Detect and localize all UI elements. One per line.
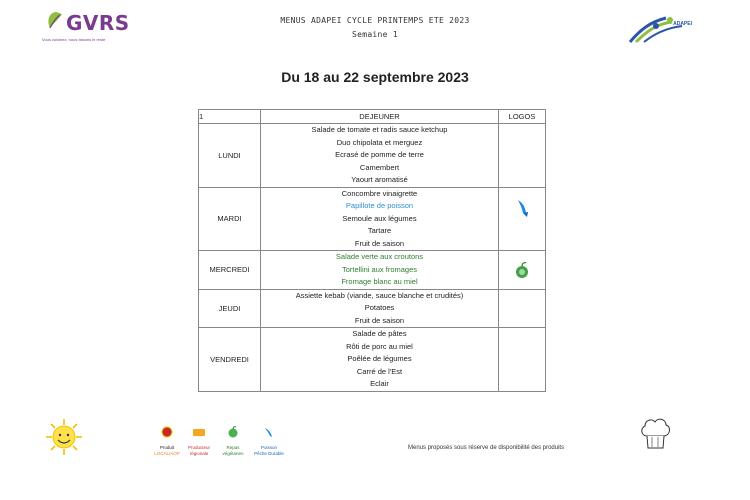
dish-item: Salade verte aux croutons [335, 252, 424, 261]
day-cell: LUNDI [199, 124, 261, 188]
dish-item: Poêlée de légumes [347, 354, 412, 363]
chef-hat-icon [638, 414, 672, 454]
dish-item: Assiette kebab (viande, sauce blanche et crudités) [295, 290, 464, 300]
dish-item: Camembert [359, 162, 400, 172]
brand-name: GVRS [66, 11, 130, 35]
legend-sustainable-fish [249, 425, 289, 456]
dish-item: Salade de pâtes [352, 329, 407, 338]
menu-table-body [199, 124, 546, 392]
logo-cell [499, 187, 546, 251]
table-row-mercredi [199, 251, 546, 290]
legend-label [213, 445, 253, 456]
brand-tagline: Vous cuisinez, nous faisons le reste [42, 37, 106, 42]
legend-vegetarian-meal [213, 425, 253, 456]
logo-cell [499, 289, 546, 328]
dish-item: Potatoes [364, 303, 395, 312]
legend-line: Produit [159, 445, 175, 450]
day-cell: JEUDI [199, 289, 261, 328]
week-number-header: 1 [199, 110, 261, 124]
day-cell: MERCREDI [199, 251, 261, 290]
fish-icon [515, 198, 529, 218]
legend-label [249, 445, 289, 456]
adapei-logo [626, 12, 698, 46]
dish-item: Tortellini aux fromages [341, 264, 418, 274]
dish-item: Ecrasé de pomme de terre [335, 150, 424, 159]
availability-footnote: Menus proposés sous réserve de disponibilité des produits [408, 445, 565, 451]
dish-item: Tartare [367, 226, 392, 235]
dish-item: Semoule aux légumes [342, 213, 417, 223]
dish-item: Concombre vinaigrette [341, 188, 418, 198]
dish-item: Eclair [370, 379, 389, 388]
dishes-cell [261, 328, 499, 392]
dish-item: Yaourt aromatisé [351, 175, 408, 184]
legend-line: LOCAL/AOP [154, 450, 180, 456]
legend-line: Poisson [260, 445, 277, 450]
sun-mascot-icon [44, 417, 84, 457]
dishes-cell [261, 251, 499, 290]
vegetarian-meal-icon [227, 426, 239, 438]
vegetarian-icon [514, 261, 530, 279]
regional-producer-icon [193, 426, 205, 438]
legend-line: végétarien [222, 450, 244, 456]
dishes-cell [261, 289, 499, 328]
logos-column-header: LOGOS [499, 110, 546, 124]
local-product-icon [161, 426, 173, 438]
dish-item: Rôti de porc au miel [346, 341, 413, 351]
day-cell: MARDI [199, 187, 261, 251]
date-range-title: Du 18 au 22 septembre 2023 [281, 69, 469, 85]
adapei-logo-text: ADAPEI [673, 21, 692, 27]
logo-cell [499, 251, 546, 290]
week-title: Semaine 1 [351, 30, 399, 39]
table-row-lundi [199, 124, 546, 188]
lunch-column-header: DEJEUNER [261, 110, 499, 124]
menu-table [198, 109, 546, 392]
adapei-swirl-icon [626, 12, 698, 46]
logo-cell [499, 124, 546, 188]
dish-item: Fromage blanc au miel [341, 277, 418, 286]
dish-item: Papillote de poisson [345, 201, 414, 210]
menu-title: MENUS ADAPEI CYCLE PRINTEMPS ETE 2023 [280, 16, 470, 25]
day-cell: VENDREDI [199, 328, 261, 392]
legend-line: Repas [226, 445, 240, 450]
dish-item: Fruit de saison [354, 238, 405, 248]
logo-cell [499, 328, 546, 392]
legend-line: Pêche Durable [254, 450, 284, 456]
legend-line: Producteur [187, 445, 210, 450]
dishes-cell [261, 124, 499, 188]
table-row-mardi [199, 187, 546, 251]
table-row-jeudi [199, 289, 546, 328]
table-row-vendredi [199, 328, 546, 392]
dish-item: Salade de tomate et radis sauce ketchup [311, 125, 448, 134]
sustainable-fish-icon [263, 426, 275, 438]
table-header-row [199, 110, 546, 124]
dish-item: Duo chipolata et merguez [336, 137, 423, 147]
legend-line: régionale [189, 450, 209, 456]
dish-item: Fruit de saison [354, 315, 405, 325]
dishes-cell [261, 187, 499, 251]
dish-item: Carré de l'Est [356, 366, 403, 376]
